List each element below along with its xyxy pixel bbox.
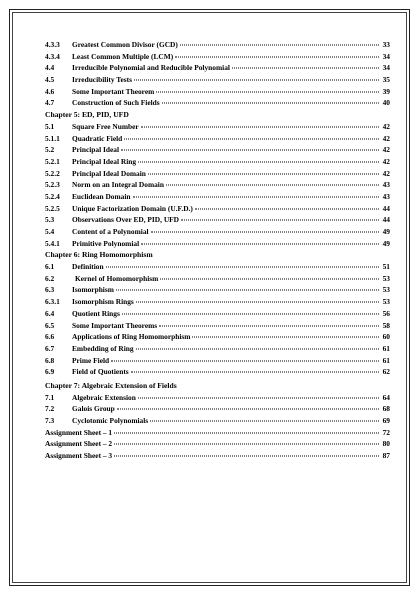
dot-leader bbox=[116, 290, 379, 291]
dot-leader bbox=[134, 80, 379, 81]
toc-entry-number: 6.9 bbox=[45, 367, 55, 377]
toc-entry-page: 40 bbox=[382, 98, 390, 108]
dot-leader bbox=[159, 325, 379, 326]
toc-entry-page: 56 bbox=[382, 308, 390, 318]
toc-entry-page: 44 bbox=[382, 215, 390, 225]
toc-entry-page: 53 bbox=[382, 273, 390, 283]
toc-entry-page: 68 bbox=[382, 404, 390, 414]
dot-leader bbox=[136, 348, 379, 349]
toc-entry-number: 6.1 bbox=[45, 262, 55, 272]
toc-entry[interactable] bbox=[45, 52, 390, 64]
toc-entry[interactable] bbox=[45, 40, 390, 52]
toc-entry-number: 5.2.1 bbox=[45, 156, 60, 166]
toc-entry-title: Definition bbox=[72, 262, 104, 272]
toc-entry-title: Algebraic Extension bbox=[72, 392, 136, 402]
toc-entry-page: 42 bbox=[382, 121, 390, 131]
dot-leader bbox=[150, 421, 379, 422]
toc-entry-title: Unique Factorization Domain (U.F.D.) bbox=[72, 203, 193, 213]
toc-entry-page: 39 bbox=[382, 86, 390, 96]
toc-entry-page: 49 bbox=[382, 238, 390, 248]
toc-entry[interactable] bbox=[45, 332, 390, 344]
toc-entry-title: Quadratic Field bbox=[72, 133, 123, 143]
toc-entry-page: 53 bbox=[382, 297, 390, 307]
toc-entry-number: 5.4 bbox=[45, 227, 55, 236]
toc-entry-page: 64 bbox=[382, 392, 390, 402]
toc-entry[interactable] bbox=[45, 404, 390, 416]
toc-entry-number: 6.2 bbox=[45, 273, 55, 283]
toc-entry-page: 62 bbox=[382, 367, 390, 377]
toc-entry-number: 4.6 bbox=[45, 86, 55, 96]
toc-entry-number: 6.3.1 bbox=[45, 297, 60, 307]
dot-leader bbox=[180, 45, 379, 46]
toc-entry-title: Irreducibility Tests bbox=[72, 75, 133, 85]
toc-entry-title: Kernel of Homomorphism bbox=[75, 273, 159, 283]
toc-entry-page: 51 bbox=[382, 262, 390, 272]
toc-entry[interactable] bbox=[45, 367, 390, 379]
toc-entry-page: 35 bbox=[382, 75, 390, 85]
dot-leader bbox=[175, 56, 379, 57]
dot-leader bbox=[141, 243, 379, 244]
toc-entry-number: 4.4 bbox=[45, 63, 55, 73]
dot-leader bbox=[114, 432, 379, 433]
toc-entry-page: 43 bbox=[382, 191, 390, 201]
toc-entry-title: Construction of Such Fields bbox=[72, 98, 160, 108]
toc-entry[interactable] bbox=[45, 393, 390, 405]
toc-entry[interactable] bbox=[45, 297, 390, 309]
table-of-contents bbox=[45, 40, 390, 463]
toc-entry-number: 4.7 bbox=[45, 98, 55, 108]
toc-entry-number: 6.4 bbox=[45, 308, 55, 318]
toc-entry-number: 4.3.3 bbox=[45, 40, 60, 49]
toc-entry-title: Norm on an Integral Domain bbox=[72, 180, 164, 190]
toc-entry-page: 60 bbox=[382, 332, 390, 342]
toc-entry[interactable] bbox=[45, 215, 390, 227]
toc-entry[interactable] bbox=[45, 262, 390, 274]
dot-leader bbox=[133, 196, 379, 197]
toc-entry-number: 7.1 bbox=[45, 392, 55, 402]
assignment-title: Assignment Sheet – 3 bbox=[45, 451, 113, 461]
assignment-title: Assignment Sheet – 1 bbox=[45, 427, 113, 437]
toc-entry[interactable] bbox=[45, 87, 390, 99]
dot-leader bbox=[124, 138, 379, 139]
dot-leader bbox=[131, 372, 379, 373]
dot-leader bbox=[160, 278, 379, 279]
dot-leader bbox=[181, 220, 379, 221]
toc-entry-page: 43 bbox=[382, 180, 390, 190]
toc-entry-page: 61 bbox=[382, 355, 390, 365]
toc-entry-number: 4.5 bbox=[45, 75, 55, 85]
toc-entry-page: 58 bbox=[382, 320, 390, 330]
assignment-page: 80 bbox=[382, 439, 390, 449]
toc-entry-number: 6.6 bbox=[45, 332, 55, 342]
toc-entry-number: 5.1 bbox=[45, 121, 55, 131]
chapter-heading[interactable]: Chapter 7: Algebraic Extension of Fields bbox=[45, 380, 177, 390]
toc-entry[interactable] bbox=[45, 274, 390, 286]
toc-entry[interactable] bbox=[45, 180, 390, 192]
toc-entry[interactable] bbox=[45, 134, 390, 146]
toc-entry[interactable] bbox=[45, 416, 390, 428]
toc-entry-page: 42 bbox=[382, 168, 390, 178]
toc-entry-page: 44 bbox=[382, 203, 390, 213]
toc-entry-page: 42 bbox=[382, 156, 390, 166]
toc-entry-number: 6.7 bbox=[45, 343, 55, 353]
dot-leader bbox=[136, 302, 379, 303]
dot-leader bbox=[106, 267, 379, 268]
dot-leader bbox=[192, 337, 379, 338]
toc-entry-title: Primitive Polynomial bbox=[72, 238, 140, 248]
dot-leader bbox=[151, 232, 379, 233]
dot-leader bbox=[156, 91, 379, 92]
toc-entry-page: 34 bbox=[382, 63, 390, 73]
toc-entry-title: Some Important Theorem bbox=[72, 86, 155, 96]
toc-entry[interactable] bbox=[45, 285, 390, 297]
toc-entry-number: 5.4.1 bbox=[45, 238, 60, 248]
toc-entry-title: Quotient Rings bbox=[72, 308, 120, 318]
toc-entry-title: Content of a Polynomial bbox=[72, 227, 149, 236]
toc-entry[interactable] bbox=[45, 356, 390, 368]
toc-entry-number: 7.2 bbox=[45, 404, 55, 414]
dot-leader bbox=[141, 126, 379, 127]
toc-entry-title: Observations Over ED, PID, UFD bbox=[72, 215, 180, 225]
toc-entry[interactable] bbox=[45, 145, 390, 157]
chapter-heading[interactable]: Chapter 6: Ring Homomorphism bbox=[45, 250, 153, 260]
toc-entry[interactable] bbox=[45, 192, 390, 204]
assignment-page: 87 bbox=[382, 451, 390, 461]
dot-leader bbox=[111, 360, 379, 361]
toc-entry-title: Irreducible Polynomial and Reducible Polynomial bbox=[72, 63, 230, 73]
toc-entry-number: 5.3 bbox=[45, 215, 55, 225]
toc-entry[interactable] bbox=[45, 122, 390, 134]
toc-entry-number: 6.3 bbox=[45, 285, 55, 295]
toc-entry-title: Some Important Theorems bbox=[72, 320, 158, 330]
assignment-page: 72 bbox=[382, 427, 390, 437]
toc-entry-page: 42 bbox=[382, 133, 390, 143]
toc-entry-number: 4.3.4 bbox=[45, 51, 60, 61]
toc-entry-number: 5.2.5 bbox=[45, 203, 60, 213]
toc-entry[interactable] bbox=[45, 239, 390, 251]
toc-entry-title: Isomorphism bbox=[72, 285, 114, 295]
dot-leader bbox=[138, 397, 379, 398]
dot-leader bbox=[162, 103, 379, 104]
toc-entry-title: Cyclotomic Polynomials bbox=[72, 416, 149, 425]
toc-entry-page: 34 bbox=[382, 51, 390, 61]
dot-leader bbox=[121, 150, 379, 151]
dot-leader bbox=[122, 313, 379, 314]
dot-leader bbox=[148, 173, 379, 174]
toc-entry[interactable] bbox=[45, 63, 390, 75]
toc-entry-title: Field of Quotients bbox=[72, 367, 129, 377]
toc-entry[interactable] bbox=[45, 169, 390, 181]
dot-leader bbox=[232, 68, 379, 69]
toc-entry[interactable] bbox=[45, 227, 390, 239]
toc-entry-title: Isomorphism Rings bbox=[72, 297, 134, 307]
assignment-entry[interactable] bbox=[45, 428, 390, 440]
toc-entry-title: Prime Field bbox=[72, 355, 110, 365]
toc-entry-page: 69 bbox=[382, 416, 390, 425]
toc-entry-number: 6.8 bbox=[45, 355, 55, 365]
toc-entry[interactable] bbox=[45, 344, 390, 356]
toc-entry-title: Least Common Multiple (LCM) bbox=[72, 51, 174, 61]
dot-leader bbox=[138, 161, 379, 162]
dot-leader bbox=[114, 444, 379, 445]
toc-entry-page: 53 bbox=[382, 285, 390, 295]
toc-entry[interactable] bbox=[45, 98, 390, 110]
toc-entry-title: Greatest Common Divisor (GCD) bbox=[72, 40, 178, 49]
toc-entry-page: 42 bbox=[382, 145, 390, 155]
toc-entry-number: 5.1.1 bbox=[45, 133, 60, 143]
toc-entry-number: 5.2.2 bbox=[45, 168, 60, 178]
toc-entry[interactable] bbox=[45, 75, 390, 87]
toc-entry-page: 33 bbox=[382, 40, 390, 49]
toc-entry-number: 5.2.3 bbox=[45, 180, 60, 190]
assignment-entry[interactable] bbox=[45, 439, 390, 451]
dot-leader bbox=[195, 208, 379, 209]
toc-entry[interactable] bbox=[45, 204, 390, 216]
toc-entry-title: Applications of Ring Homomorphism bbox=[72, 332, 191, 342]
toc-entry-title: Principal Ideal Domain bbox=[72, 168, 146, 178]
toc-entry-number: 5.2 bbox=[45, 145, 55, 155]
toc-entry-title: Square Free Number bbox=[72, 121, 139, 131]
toc-entry-title: Embedding of Ring bbox=[72, 343, 134, 353]
toc-entry-title: Galois Group bbox=[72, 404, 115, 414]
toc-entry-title: Principal Ideal Ring bbox=[72, 156, 137, 166]
toc-entry[interactable] bbox=[45, 321, 390, 333]
toc-entry-number: 5.2.4 bbox=[45, 191, 60, 201]
dot-leader bbox=[114, 456, 379, 457]
toc-entry-title: Principal Ideal bbox=[72, 145, 120, 155]
dot-leader bbox=[117, 409, 379, 410]
assignment-title: Assignment Sheet – 2 bbox=[45, 439, 113, 449]
assignment-entry[interactable] bbox=[45, 451, 390, 463]
dot-leader bbox=[166, 185, 379, 186]
toc-entry-title: Euclidean Domain bbox=[72, 191, 131, 201]
toc-entry-number: 6.5 bbox=[45, 320, 55, 330]
toc-entry-page: 49 bbox=[382, 227, 390, 236]
toc-entry-number: 7.3 bbox=[45, 416, 55, 425]
toc-entry[interactable] bbox=[45, 309, 390, 321]
toc-entry-page: 61 bbox=[382, 343, 390, 353]
chapter-heading[interactable]: Chapter 5: ED, PID, UFD bbox=[45, 110, 129, 120]
toc-entry[interactable] bbox=[45, 157, 390, 169]
